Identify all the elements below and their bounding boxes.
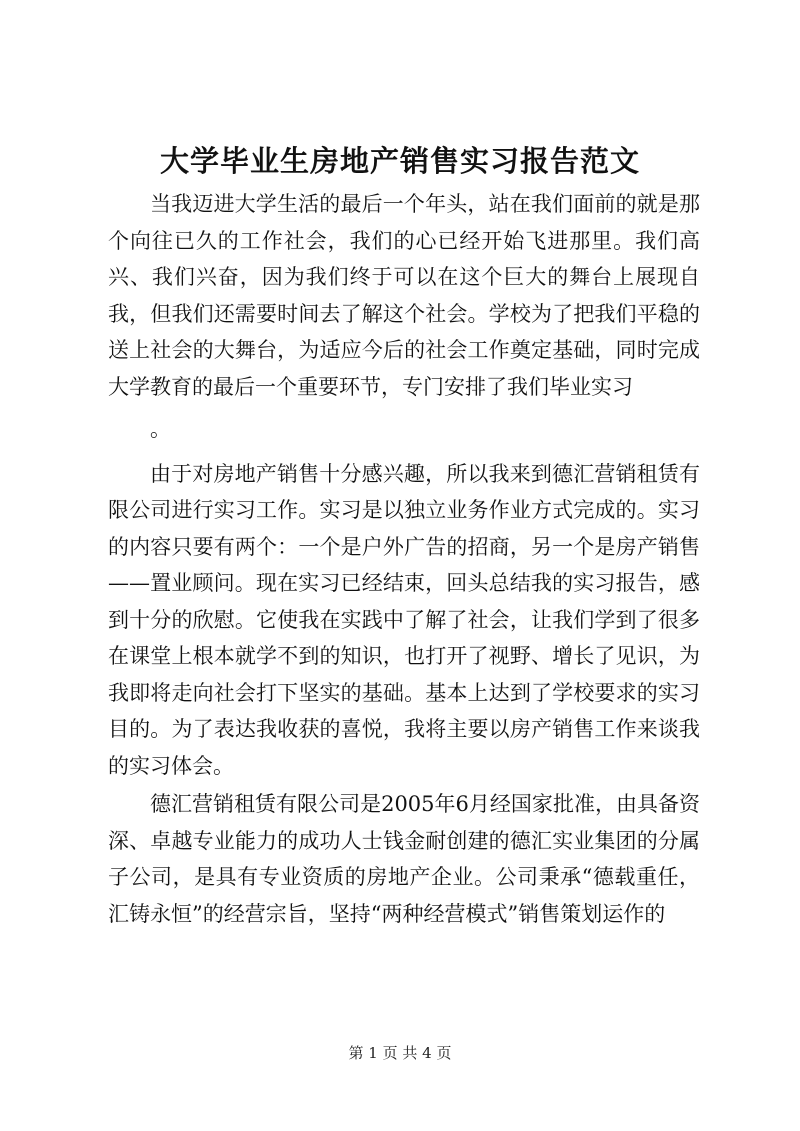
paragraph-company: 德汇营销租赁有限公司是2005年6月经国家批准，由具备资深、卓越专业能力的成功人士钱金耐创建的德汇实业集团的分属子公司，是具有专业资质的房地产企业。公司秉承“德载重任，汇铸永恒”的经营宗旨，坚持“两种经营模式”销售策划运作的 bbox=[108, 792, 700, 926]
paragraph-intro: 当我迈进大学生活的最后一个年头，站在我们面前的就是那个向往已久的工作社会，我们的心已经开始飞进那里。我们高兴、我们兴奋，因为我们终于可以在这个巨大的舞台上展现自我，但我们还需要时间去了解这个社会。学校为了把我们平稳的送上社会的大舞台，为适应今后的社会工作奠定基础，同时完成大学教育的最后一个重要环节，专门安排了我们毕业实习 bbox=[108, 192, 700, 399]
document-body bbox=[108, 186, 700, 932]
document-title: 大学毕业生房地产销售实习报告范文 bbox=[159, 144, 640, 178]
paragraph-internship: 由于对房地产销售十分感兴趣，所以我来到德汇营销租赁有限公司进行实习工作。实习是以独立业务作业方式完成的。实习的内容只要有两个：一个是户外广告的招商，另一个是房产销售——置业顾问。现在实习已经结束，回头总结我的实习报告，感到十分的欣慰。它使我在实践中了解了社会，让我们学到了很多在课堂上根本就学不到的知识，也打开了视野、增长了见识，为我即将走向社会打下坚实的基础。基本上达到了学校要求的实习目的。为了表达我收获的喜悦，我将主要以房产销售工作来谈我的实习体会。 bbox=[108, 461, 700, 778]
paragraph-period: 。 bbox=[150, 417, 171, 441]
page-footer: 第 1 页 共 4 页 bbox=[348, 1044, 452, 1062]
